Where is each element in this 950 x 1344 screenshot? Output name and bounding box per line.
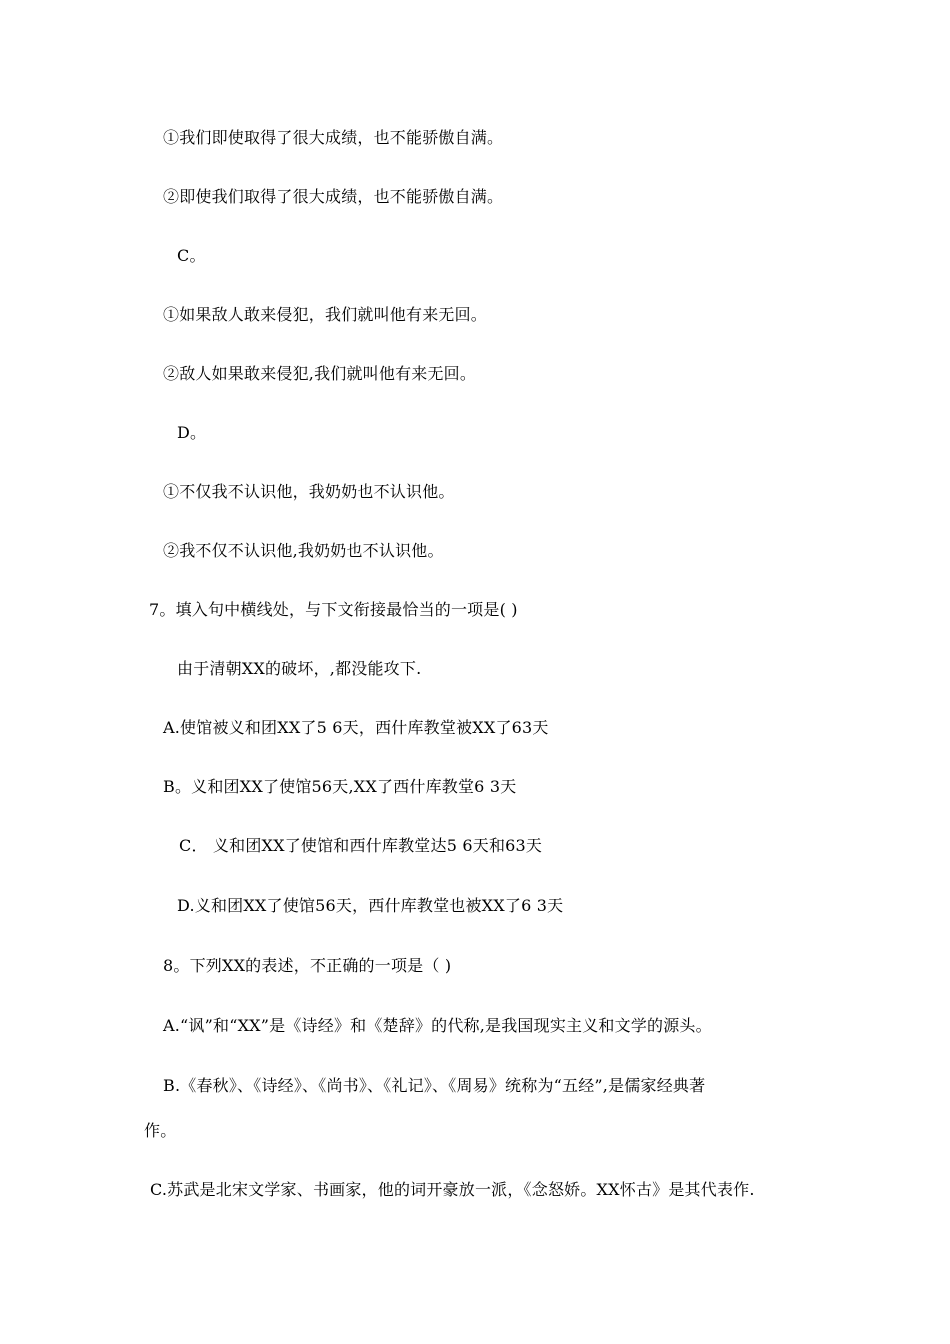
question-8: 8。下列XX的表述，不正确的一项是（ ) — [163, 956, 452, 975]
text-line: ②即使我们取得了很大成绩，也不能骄傲自满。 — [163, 187, 504, 206]
option-b: B。义和团XX了使馆56天,XX了西什库教堂6 3天 — [163, 777, 517, 796]
text-line: 由于清朝XX的破坏，,都没能攻下. — [177, 659, 422, 678]
text-line: ①我们即使取得了很大成绩，也不能骄傲自满。 — [163, 128, 504, 147]
text-line: ②敌人如果敢来侵犯,我们就叫他有来无回。 — [163, 364, 477, 383]
option-a: A.使馆被义和团XX了5 6天，西什库教堂被XX了63天 — [163, 718, 549, 737]
text-line: ②我不仅不认识他,我奶奶也不认识他。 — [163, 541, 444, 560]
text-line: 作。 — [144, 1121, 177, 1140]
option-c: C． 义和团XX了使馆和西什库教堂达5 6天和63天 — [179, 836, 543, 855]
text-line: ①如果敌人敢来侵犯，我们就叫他有来无回。 — [163, 305, 488, 324]
option-c: C.苏武是北宋文学家、书画家，他的词开豪放一派，《念怒娇。XX怀古》是其代表作. — [150, 1180, 755, 1199]
option-a: A.“讽”和“XX”是《诗经》和《楚辞》的代称,是我国现实主义和文学的源头。 — [163, 1016, 712, 1035]
text-line: ①不仅我不认识他，我奶奶也不认识他。 — [163, 482, 455, 501]
text-line: D。 — [177, 423, 207, 442]
text-line: C。 — [177, 246, 206, 265]
question-7: 7。填入句中横线处，与下文衔接最恰当的一项是( ) — [149, 600, 518, 619]
option-b: B.《春秋》、《诗经》、《尚书》、《礼记》、《周易》统称为“五经”,是儒家经典著 — [163, 1076, 706, 1095]
option-d: D.义和团XX了使馆56天，西什库教堂也被XX了6 3天 — [177, 896, 564, 915]
